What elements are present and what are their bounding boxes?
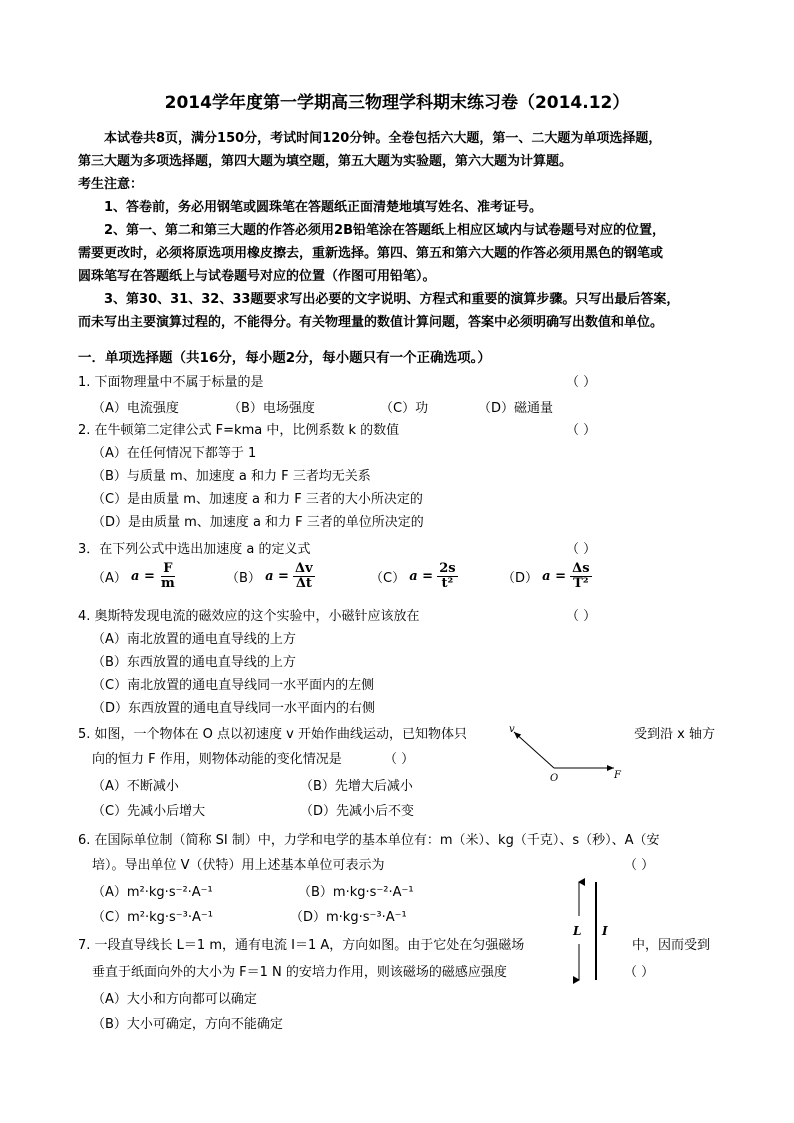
q3-option-b-num: Δv: [295, 561, 313, 576]
q7-stem-line-1-end: 中，因而受到: [632, 938, 711, 953]
q3-option-a-fraction: [159, 562, 177, 591]
q2-option-d: （D）是由质量 m、加速度 a 和力 F 三者的单位所决定的: [92, 515, 424, 530]
q6-option-a: （A）m²·kg·s⁻²·A⁻¹: [92, 885, 213, 900]
q3-option-c-label: （C）: [370, 571, 406, 586]
q1-option-a: （A）电流强度: [92, 401, 179, 416]
q6-option-d: （D）m·kg·s⁻³·A⁻¹: [290, 910, 407, 925]
q3-option-d-lhs: a =: [542, 569, 566, 584]
velocity-label: v: [509, 724, 515, 735]
q3-option-c-num: 2s: [439, 561, 456, 576]
notice-2c: 圆珠笔写在答题纸上与试卷题号对应的位置（作图可用铅笔）。: [78, 269, 436, 284]
q2-answer-blank: （ ）: [566, 423, 597, 438]
notice-2a: 2、第一、第二和第三大题的作答必须用2B铅笔涂在答题纸上相应区域内与试卷题号对应的位置，: [104, 223, 666, 238]
q3-option-c-den: t²: [441, 576, 454, 591]
q7-answer-blank: （ ）: [624, 965, 655, 980]
q3-option-b-label: （B）: [226, 571, 261, 586]
q7-option-b: （B）大小可确定，方向不能确定: [92, 1017, 283, 1032]
q5-option-a: （A）不断减小: [92, 779, 179, 794]
q5-motion-diagram: [500, 718, 630, 784]
q3-stem: 3．在下列公式中选出加速度 a 的定义式: [78, 542, 311, 557]
q7-stem-line-1: 7. 一段直导线长 L＝1 m，通有电流 I＝1 A，方向如图。由于它处在匀强磁场: [78, 938, 525, 953]
q3-option-b-den: Δt: [295, 576, 312, 591]
q3-option-a-den: m: [161, 576, 175, 591]
q6-option-c: （C）m²·kg·s⁻³·A⁻¹: [92, 910, 213, 925]
q4-option-b: （B）东西放置的通电直导线的上方: [92, 655, 296, 670]
q2-option-a: （A）在任何情况下都等于 1: [92, 446, 257, 461]
q2-stem: 2. 在牛顿第二定律公式 F=kma 中，比例系数 k 的数值: [78, 423, 400, 438]
q4-option-a: （A）南北放置的通电直导线的上方: [92, 632, 296, 647]
q3-option-d-fraction: [570, 562, 591, 591]
q4-stem: 4. 奥斯特发现电流的磁效应的这个实验中，小磁针应该放在: [78, 609, 420, 624]
q6-stem-line-2: 培）。导出单位 V（伏特）用上述基本单位可表示为: [92, 858, 385, 873]
q3-option-b-lhs: a =: [265, 569, 289, 584]
q1-option-d: （D）磁通量: [478, 401, 554, 416]
notice-heading: 考生注意：: [78, 177, 144, 192]
q3-option-a-lhs: a =: [131, 569, 155, 584]
q5-stem-line-2: 向的恒力 F 作用，则物体动能的变化情况是: [92, 752, 342, 767]
q3-option-a-label: （A）: [92, 571, 127, 586]
q3-option-c-lhs: a =: [409, 569, 434, 584]
q6-stem-line-1: 6. 在国际单位制（简称 SI 制）中，力学和电学的基本单位有：m（米）、kg（千克）、s（秒）、A（安: [78, 833, 660, 848]
q5-stem-line-1: 5. 如图，一个物体在 O 点以初速度 v 开始作曲线运动，已知物体只: [78, 727, 467, 742]
q2-option-c: （C）是由质量 m、加速度 a 和力 F 三者的大小所决定的: [92, 492, 423, 507]
q3-option-d-num: Δs: [572, 561, 590, 576]
section-1-heading: 一．单项选择题（共16分，每小题2分，每小题只有一个正确选项。）: [78, 350, 491, 366]
q3-option-c-fraction: [437, 562, 457, 591]
notice-1: 1、答卷前，务必用钢笔或圆珠笔在答题纸正面清楚地填写姓名、准考证号。: [104, 200, 543, 215]
q6-option-b: （B）m·kg·s⁻²·A⁻¹: [298, 885, 414, 900]
origin-label: O: [550, 773, 559, 784]
q5-stem-line-1-end: 受到沿 x 轴方: [634, 727, 715, 742]
current-label: I: [602, 924, 608, 938]
q3-option-d-label: （D）: [502, 571, 539, 586]
q3-option-c: [370, 562, 458, 591]
q5-answer-blank: （ ）: [384, 752, 415, 767]
q1-option-c: （C）功: [380, 401, 429, 416]
q3-option-b: [226, 562, 315, 591]
force-label: F: [614, 770, 621, 781]
notice-3b: 而未写出主要演算过程的，不能得分。有关物理量的数值计算问题，答案中必须明确写出数值和单位。: [78, 315, 664, 330]
q2-option-b: （B）与质量 m、加速度 a 和力 F 三者均无关系: [92, 469, 371, 484]
q1-stem: 1. 下面物理量中不属于标量的是: [78, 375, 264, 390]
velocity-arrow: [514, 732, 554, 768]
q3-option-b-fraction: [293, 562, 315, 591]
q1-option-b: （B）电场强度: [228, 401, 315, 416]
q3-answer-blank: （ ）: [566, 542, 597, 557]
q3-option-d-den: T²: [573, 576, 589, 591]
q7-option-a: （A）大小和方向都可以确定: [92, 992, 257, 1007]
q3-option-a-num: F: [163, 561, 173, 576]
q5-option-d: （D）先减小后不变: [300, 804, 415, 819]
length-label: L: [573, 924, 582, 938]
q7-stem-line-2: 垂直于纸面向外的大小为 F＝1 N 的安培力作用，则该磁场的磁感应强度: [92, 965, 507, 980]
q6-answer-blank: （ ）: [624, 858, 655, 873]
intro-line-2: 第三大题为多项选择题，第四大题为填空题，第五大题为实验题，第六大题为计算题。: [78, 154, 573, 169]
q4-option-d: （D）东西放置的通电直导线同一水平面内的右侧: [92, 701, 376, 716]
q3-option-a: [92, 562, 177, 591]
notice-3a: 3、第30、31、32、33题要求写出必要的文字说明、方程式和重要的演算步骤。只写出最后答案，: [104, 292, 680, 307]
notice-2b: 需要更改时，必须将原选项用橡皮擦去，重新选择。第四、第五和第六大题的作答必须用黑色的钢笔或: [78, 246, 664, 261]
q1-answer-blank: （ ）: [566, 375, 597, 390]
q3-option-d: [502, 562, 592, 591]
q4-answer-blank: （ ）: [566, 609, 597, 624]
q7-wire-diagram: [566, 876, 622, 986]
page-title: 2014学年度第一学期高三物理学科期末练习卷（2014.12）: [164, 93, 630, 113]
intro-line-1: 本试卷共8页，满分150分，考试时间120分钟。全卷包括六大题，第一、二大题为单项选择题，: [104, 131, 662, 146]
q5-option-b: （B）先增大后减小: [300, 779, 413, 794]
q5-option-c: （C）先减小后增大: [92, 804, 206, 819]
q4-option-c: （C）南北放置的通电直导线同一水平面内的左侧: [92, 678, 375, 693]
